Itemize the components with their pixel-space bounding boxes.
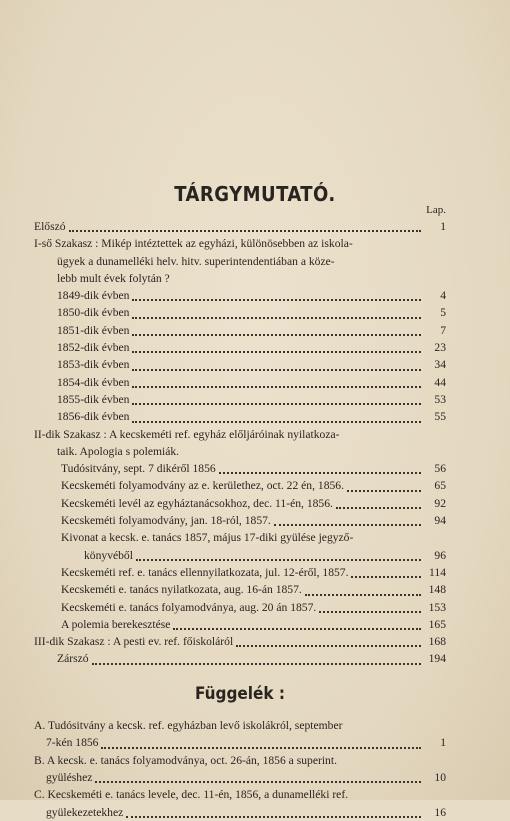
toc-section-heading: III-dik Szakasz : A pesti ev. ref. főiskoláról 168 <box>34 635 446 649</box>
page-title: TÁRGYMUTATÓ. <box>174 182 336 206</box>
toc-entry: Kecskeméti ref. e. tanács ellennyilatkozata, jul. 12-éről, 1857. 114 <box>61 565 446 579</box>
toc-entry: Zárszó 194 <box>57 652 446 666</box>
appendix-item-continuation: gyülekezetekhez 16 <box>46 805 446 819</box>
toc-entry: Kivonat a kecsk. e. tanács 1857, május 17-diki gyülése jegyző- <box>61 531 354 545</box>
toc-entry: 1854-dik évben 44 <box>57 375 446 389</box>
toc-entry: 1852-dik évben 23 <box>57 341 446 355</box>
appendix-item: B. A kecsk. e. tanács folyamodványa, oct. 26-án, 1856 a superint. <box>34 753 337 767</box>
appendix-item: A. Tudósitvány a kecsk. ref. egyházban levő iskolákról, september <box>34 719 343 733</box>
table-of-contents <box>34 202 446 821</box>
toc-entry: 1851-dik évben 7 <box>57 323 446 337</box>
toc-entry: A polemia berekesztése 165 <box>61 617 446 631</box>
toc-entry: Kecskeméti folyamodvány, jan. 18-ról, 1857. 94 <box>61 514 446 528</box>
toc-entry: Kecskeméti e. tanács nyilatkozata, aug. 16-án 1857. 148 <box>61 583 446 597</box>
toc-entry: 1850-dik évben 5 <box>57 306 446 320</box>
toc-entry: 1856-dik évben 55 <box>57 410 446 424</box>
appendix-item-continuation: gyüléshez 10 <box>46 770 446 784</box>
toc-entry: Tudósitvány, sept. 7 dikéről 1856 56 <box>61 462 446 476</box>
toc-section-heading: II-dik Szakasz : A kecskeméti ref. egyház előljáróinak nyilatkoza- taik. Apologia s polemiák. <box>34 427 340 458</box>
toc-entry: Előszó 1 <box>34 220 446 233</box>
toc-entry: 1853-dik évben 34 <box>57 358 446 372</box>
toc-entry: Kecskeméti e. tanács folyamodványa, aug. 20 án 1857. 153 <box>61 600 446 614</box>
appendix-item: C. Kecskeméti e. tanács levele, dec. 11-én, 1856, a dunamelléki ref. <box>34 788 349 802</box>
toc-section-heading: I-ső Szakasz : Mikép intéztettek az egyházi, különösebben az iskola- ügyek a dunamelléki helv. hitv. superintendentiában a köze- lebb mult évek folytán ? <box>34 237 353 285</box>
toc-entry: 1849-dik évben 4 <box>57 289 446 303</box>
toc-entry: Kecskeméti levél az egyháztanácsokhoz, dec. 11-én, 1856. 92 <box>61 496 446 510</box>
page-column-header: Lap. <box>426 204 446 216</box>
appendix-title: Függelék : <box>195 683 285 704</box>
toc-entry: 1855-dik évben 53 <box>57 392 446 406</box>
toc-entry-continuation: könyvéből 96 <box>84 548 446 562</box>
appendix-list <box>34 717 446 821</box>
toc-entry: Kecskeméti folyamodvány az e. kerülethez, oct. 22 én, 1856. 65 <box>61 479 446 493</box>
appendix-item-continuation: 7-kén 1856 1 <box>46 736 446 750</box>
